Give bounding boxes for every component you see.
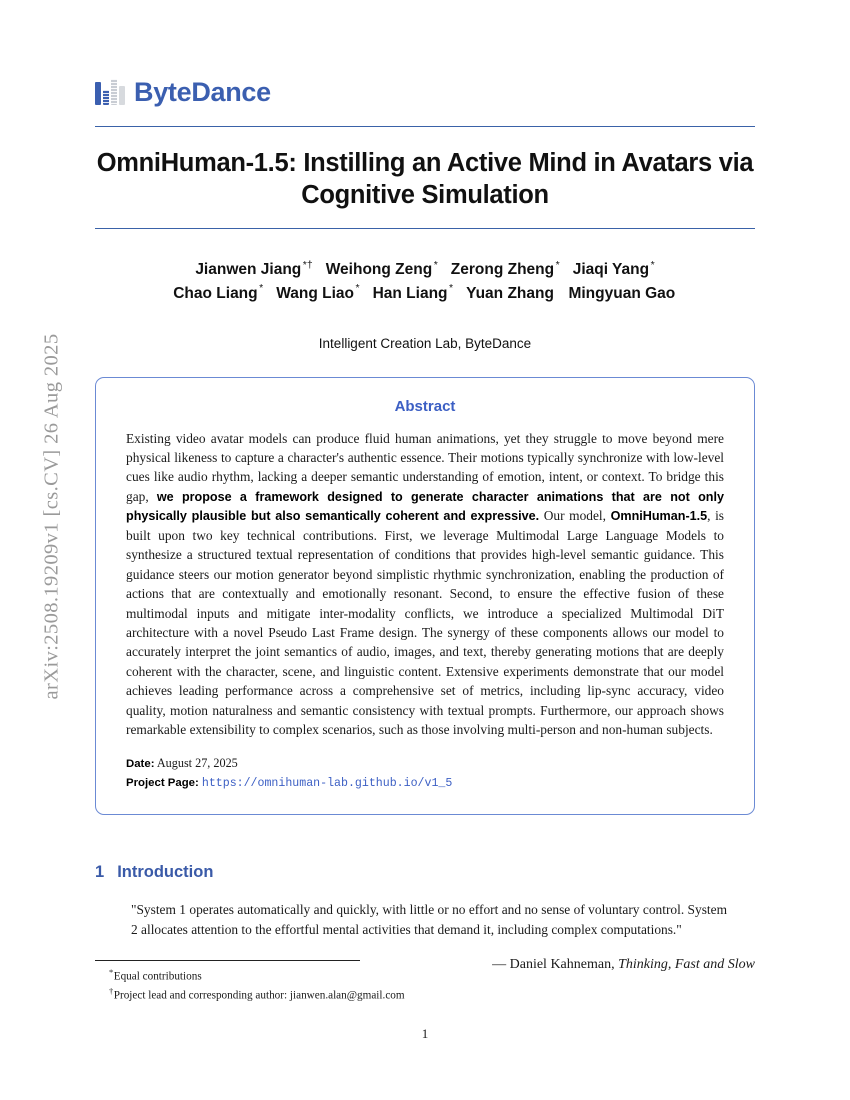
author-name: Zerong Zheng [450,261,555,279]
epigraph-quote: "System 1 operates automatically and quickly, with little or no effort and no sense of voluntary control. System 2 allocates attention to the effortful mental activities that demand it, including complex computations." [131,902,727,937]
author-superscript: * [259,282,264,295]
date-value: August 27, 2025 [156,755,238,770]
author-superscript: * [555,259,560,272]
author-name: Mingyuan Gao [568,284,676,302]
author-entry [568,285,676,302]
footnotes-area [95,960,405,1004]
section-number: 1 [95,863,105,882]
author-entry [372,282,454,302]
author-name: Jianwen Jiang [195,261,302,279]
author-name: Han Liang [372,284,448,302]
project-page-label: Project Page: [126,776,199,789]
author-entry [451,261,560,278]
paper-page [95,0,755,1100]
author-name: Jiaqi Yang [572,261,650,279]
affiliation: Intelligent Creation Lab, ByteDance [318,335,532,351]
page-title: OmniHuman-1.5: Instilling an Active Mind in Avatars via Cognitive Simulation [96,149,754,209]
author-line-2 [95,281,755,304]
footnote-text: Project lead and corresponding author: jianwen.alan@gmail.com [113,989,405,1002]
attribution-author: — Daniel Kahneman, [492,956,619,972]
title-divider [95,228,755,229]
abstract-emphasis-model-name: OmniHuman-1.5 [610,509,708,524]
abstract-text-part-2: Our model, [539,508,611,524]
section-title: Introduction [117,863,214,882]
author-list [95,258,755,304]
bytedance-bars-logo-icon [95,79,125,106]
footnote-marker: † [109,985,114,996]
abstract-text-part-1: Existing video avatar models can produce fluid human animations, yet they struggle to move beyond mere physical likeness to capture a character's authentic essence. Their motions typically synchronize with low-level cues like audio rhythm, lacking a deeper semantic understanding of emotion, intent, or context. To bridge this gap, [126,430,724,504]
footnote-divider [95,960,360,961]
footnote-item [95,966,375,985]
abstract-metadata [126,754,724,793]
footnote-item [95,985,405,1004]
abstract-text-part-3: , is built upon two key technical contributions. First, we leverage Multimodal Large Language Models to synthesize a structured textual representation of conditions that provides high-level semantic guidance. This guidance steers our motion generator beyond simplistic rhythmic synchronization, enabling the production of actions that are contextually and emotionally resonant. Second, to ensure the effective fusion of these multimodal inputs and mitigate inter-modality conflicts, we introduce a specialized Multimodal DiT architecture with a novel Pseudo Last Frame design. The synergy of these components allows our model to accurately interpret the joint semantics of audio, images, and text, thereby generating motions that are deeply coherent with the character, scene, and linguistic content. Extensive experiments demonstrate that our model achieves leading performance across a comprehensive set of metrics, including lip-sync accuracy, video quality, motion naturalness and semantic consistency with textual prompts. Furthermore, our approach shows remarkable extensibility to complex scenarios, such as those involving multi-person and non-human subjects. [126,508,725,738]
date-row [126,754,724,773]
header-divider [95,126,755,127]
abstract-heading: Abstract [394,397,456,415]
section-heading-introduction [95,863,755,882]
page-number: 1 [421,1026,429,1041]
author-entry [573,261,655,278]
author-name: Yuan Zhang [466,284,554,302]
attribution-work-title: Thinking, Fast and Slow [618,956,755,972]
author-superscript: *† [302,259,313,272]
arxiv-identifier-stamp: arXiv:2508.19209v1 [cs.CV] 26 Aug 2025 [40,333,63,700]
project-page-link[interactable]: https://omnihuman-lab.github.io/v1_5 [201,776,453,790]
author-superscript: * [650,259,655,272]
footnote-text: Equal contributions [113,970,202,983]
brand-header [95,0,755,116]
author-name: Chao Liang [173,284,258,302]
author-entry [466,285,555,302]
author-entry [276,282,360,302]
author-name: Wang Liao [276,284,354,302]
abstract-section [95,377,755,816]
abstract-emphasis-contribution: we propose a framework designed to generate character animations that are not only physically plausible but also semantically coherent and expressive. [126,489,725,524]
author-entry [195,261,312,278]
author-entry [326,261,438,278]
author-superscript: * [355,282,360,295]
author-line-1 [95,258,755,281]
abstract-body [126,429,724,740]
author-superscript: * [433,259,438,272]
author-name: Weihong Zeng [325,261,433,279]
footnote-marker: * [109,967,114,977]
author-entry [173,282,264,302]
brand-name: ByteDance [134,77,271,107]
project-page-row [126,773,724,792]
date-label: Date: [126,757,155,770]
author-superscript: * [449,282,454,295]
bytedance-logo [95,72,755,106]
